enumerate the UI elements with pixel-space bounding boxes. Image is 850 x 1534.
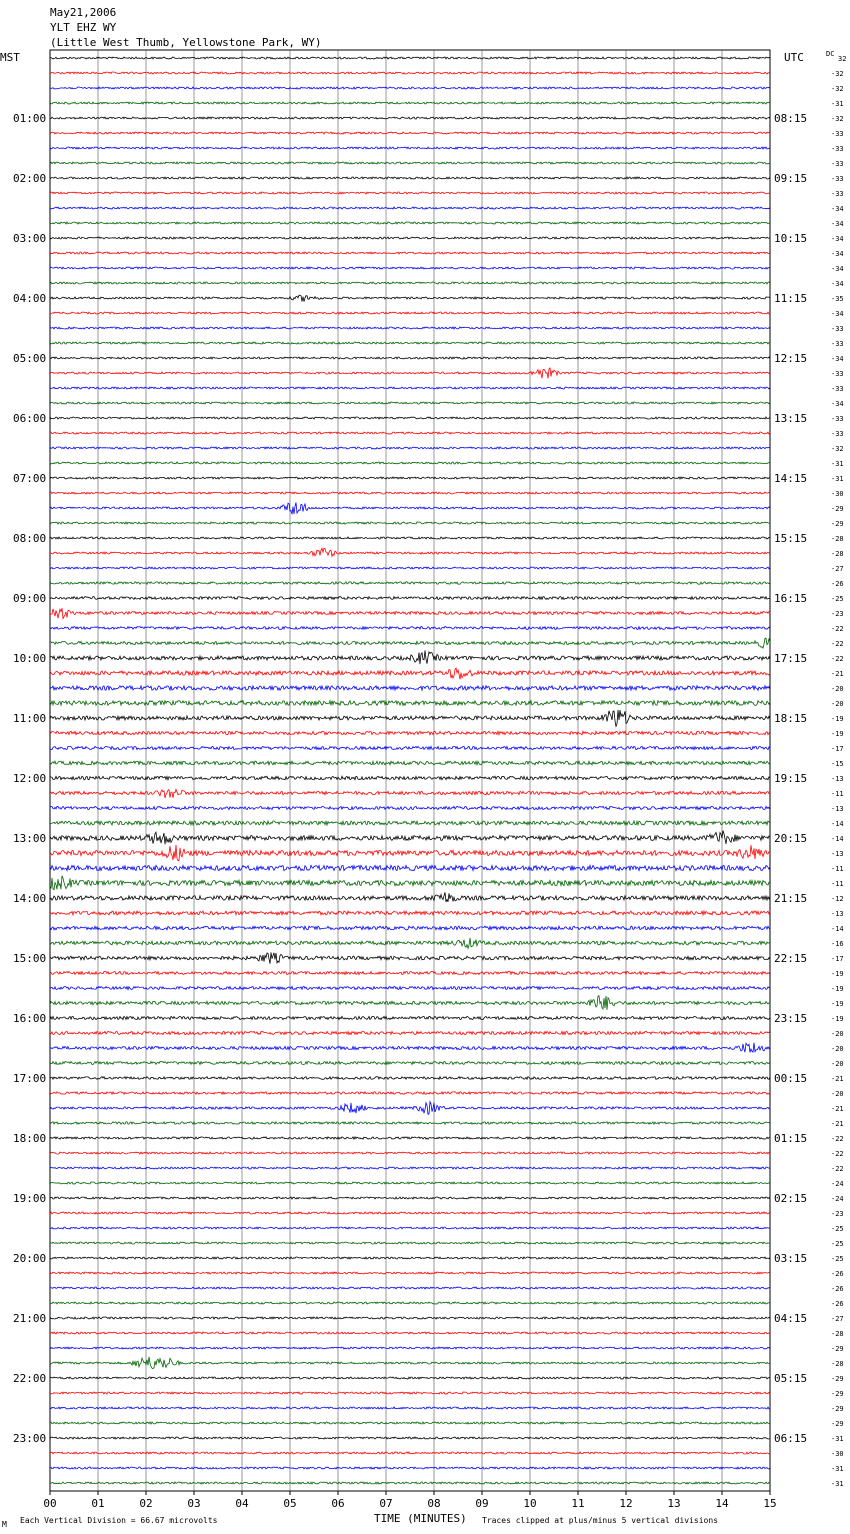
- dc-offset-value: -11: [831, 790, 844, 798]
- dc-offset-value: -11: [831, 865, 844, 873]
- dc-offset-value: -19: [831, 730, 844, 738]
- left-hour-label: 04:00: [13, 292, 47, 305]
- dc-offset-value: -19: [831, 970, 844, 978]
- left-hour-label: 20:00: [13, 1252, 47, 1265]
- dc-offset-value: -25: [831, 1255, 844, 1263]
- dc-offset-value: -24: [831, 1195, 844, 1203]
- x-tick-label: 02: [139, 1497, 153, 1510]
- dc-offset-value: -34: [831, 400, 844, 408]
- right-hour-label: 03:15: [774, 1252, 808, 1265]
- dc-offset-value: -14: [831, 835, 844, 843]
- dc-offset-value: -34: [831, 235, 844, 243]
- dc-offset-value: -34: [831, 280, 844, 288]
- dc-offset-value: -28: [831, 535, 844, 543]
- dc-offset-value: -22: [831, 1150, 844, 1158]
- dc-offset-value: -33: [831, 175, 844, 183]
- right-timezone-label: UTC: [784, 51, 804, 64]
- right-hour-label: 18:15: [774, 712, 808, 725]
- dc-offset-value: -29: [831, 1345, 844, 1353]
- x-tick-label: 06: [331, 1497, 345, 1510]
- left-hour-label: 11:00: [13, 712, 47, 725]
- dc-offset-value: -30: [831, 1450, 844, 1458]
- left-hour-label: 18:00: [13, 1132, 47, 1145]
- right-hour-label: 14:15: [774, 472, 808, 485]
- right-hour-label: 23:15: [774, 1012, 808, 1025]
- dc-offset-value: -21: [831, 1120, 844, 1128]
- left-hour-label: 08:00: [13, 532, 47, 545]
- dc-offset-value: -25: [831, 595, 844, 603]
- left-hour-label: 14:00: [13, 892, 47, 905]
- dc-offset-value: -34: [831, 205, 844, 213]
- left-hour-label: 10:00: [13, 652, 47, 665]
- x-tick-label: 14: [715, 1497, 729, 1510]
- left-timezone-label: MST: [0, 51, 20, 64]
- left-hour-label: 15:00: [13, 952, 47, 965]
- dc-offset-value: -12: [831, 895, 844, 903]
- dc-offset-value: -22: [831, 640, 844, 648]
- dc-offset-value: -33: [831, 385, 844, 393]
- dc-offset-value: -28: [831, 550, 844, 558]
- right-hour-label: 10:15: [774, 232, 808, 245]
- footer-corner-mark: M: [2, 1520, 7, 1529]
- right-hour-label: 04:15: [774, 1312, 808, 1325]
- dc-offset-value: -33: [831, 340, 844, 348]
- dc-offset-value: -33: [831, 370, 844, 378]
- dc-offset-value: -26: [831, 1285, 844, 1293]
- x-tick-label: 08: [427, 1497, 441, 1510]
- right-hour-label: 00:15: [774, 1072, 808, 1085]
- dc-offset-value: -20: [831, 1060, 844, 1068]
- x-tick-label: 13: [667, 1497, 681, 1510]
- x-tick-label: 09: [475, 1497, 489, 1510]
- dc-offset-value: -21: [831, 1075, 844, 1083]
- dc-offset-value: -34: [831, 265, 844, 273]
- left-hour-label: 23:00: [13, 1432, 47, 1445]
- x-tick-label: 07: [379, 1497, 393, 1510]
- dc-offset-value: -34: [831, 310, 844, 318]
- dc-offset-value: -13: [831, 805, 844, 813]
- dc-offset-value: -24: [831, 1180, 844, 1188]
- dc-offset-value: -27: [831, 565, 844, 573]
- dc-offset-value: -14: [831, 925, 844, 933]
- dc-offset-value: -20: [831, 685, 844, 693]
- footer-scale: Each Vertical Division = 66.67 microvolts: [20, 1516, 218, 1525]
- dc-offset-value: -20: [831, 1030, 844, 1038]
- dc-offset-value: -19: [831, 715, 844, 723]
- dc-offset-value: -29: [831, 1405, 844, 1413]
- footer-clip-note: Traces clipped at plus/minus 5 vertical divisions: [482, 1516, 719, 1525]
- dc-offset-value: -26: [831, 580, 844, 588]
- left-hour-label: 19:00: [13, 1192, 47, 1205]
- right-hour-label: 20:15: [774, 832, 808, 845]
- dc-offset-value: -23: [831, 1210, 844, 1218]
- dc-offset-value: -23: [831, 610, 844, 618]
- dc-offset-value: -33: [831, 130, 844, 138]
- right-hour-label: 15:15: [774, 532, 808, 545]
- right-hour-label: 01:15: [774, 1132, 808, 1145]
- right-hour-label: 22:15: [774, 952, 808, 965]
- right-hour-label: 02:15: [774, 1192, 808, 1205]
- x-tick-label: 03: [187, 1497, 201, 1510]
- dc-offset-value: -31: [831, 100, 844, 108]
- dc-offset-value: -19: [831, 1000, 844, 1008]
- dc-offset-value: -31: [831, 460, 844, 468]
- dc-offset-value: -19: [831, 1015, 844, 1023]
- dc-offset-value: -33: [831, 430, 844, 438]
- dc-offset-value: -19: [831, 985, 844, 993]
- dc-offset-value: -29: [831, 1420, 844, 1428]
- left-hour-label: 21:00: [13, 1312, 47, 1325]
- right-hour-label: 21:15: [774, 892, 808, 905]
- dc-offset-value: -20: [831, 1045, 844, 1053]
- dc-offset-value: -11: [831, 880, 844, 888]
- right-hour-label: 09:15: [774, 172, 808, 185]
- dc-offset-value: -34: [831, 220, 844, 228]
- dc-offset-value: -15: [831, 760, 844, 768]
- dc-offset-value: -32: [831, 85, 844, 93]
- right-hour-label: 05:15: [774, 1372, 808, 1385]
- dc-offset-value: -22: [831, 655, 844, 663]
- x-tick-label: 04: [235, 1497, 249, 1510]
- dc-offset-value: -14: [831, 820, 844, 828]
- right-hour-label: 08:15: [774, 112, 808, 125]
- x-tick-label: 05: [283, 1497, 297, 1510]
- dc-offset-value: -13: [831, 850, 844, 858]
- x-tick-label: 01: [91, 1497, 105, 1510]
- left-hour-label: 22:00: [13, 1372, 47, 1385]
- x-axis-title: TIME (MINUTES): [374, 1512, 467, 1525]
- dc-offset-value: -13: [831, 775, 844, 783]
- dc-offset-value: -13: [831, 910, 844, 918]
- right-hour-label: 13:15: [774, 412, 808, 425]
- dc-offset-value: -21: [831, 1105, 844, 1113]
- left-hour-label: 07:00: [13, 472, 47, 485]
- dc-offset-value: -33: [831, 190, 844, 198]
- right-hour-label: 06:15: [774, 1432, 808, 1445]
- left-hour-label: 03:00: [13, 232, 47, 245]
- header-station: YLT EHZ WY: [50, 21, 117, 34]
- dc-offset-value: -25: [831, 1225, 844, 1233]
- dc-offset-value: -25: [831, 1240, 844, 1248]
- dc-offset-value: -33: [831, 325, 844, 333]
- dc-offset-value: -33: [831, 415, 844, 423]
- dc-offset-value: -17: [831, 745, 844, 753]
- dc-offset-value: -31: [831, 475, 844, 483]
- dc-offset-value: -26: [831, 1270, 844, 1278]
- dc-offset-value: -21: [831, 670, 844, 678]
- x-tick-label: 10: [523, 1497, 537, 1510]
- left-hour-label: 05:00: [13, 352, 47, 365]
- header-location: (Little West Thumb, Yellowstone Park, WY): [50, 36, 322, 49]
- dc-offset-value: -32: [831, 445, 844, 453]
- right-hour-label: 11:15: [774, 292, 808, 305]
- x-tick-label: 15: [763, 1497, 777, 1510]
- left-hour-label: 16:00: [13, 1012, 47, 1025]
- dc-offset-value: -31: [831, 1480, 844, 1488]
- x-tick-label: 00: [43, 1497, 57, 1510]
- left-hour-label: 06:00: [13, 412, 47, 425]
- dc-offset-value: -32: [831, 70, 844, 78]
- dc-offset-value: -32: [831, 115, 844, 123]
- dc-offset-value: -34: [831, 355, 844, 363]
- dc-offset-value: -29: [831, 1390, 844, 1398]
- dc-offset-value: -16: [831, 940, 844, 948]
- dc-offset-value: -35: [831, 295, 844, 303]
- dc-offset-value: -28: [831, 1330, 844, 1338]
- dc-offset-header: DC: [826, 50, 835, 58]
- dc-offset-value: -20: [831, 1090, 844, 1098]
- x-tick-label: 11: [571, 1497, 585, 1510]
- dc-offset-value: -22: [831, 625, 844, 633]
- dc-offset-value: -33: [831, 160, 844, 168]
- left-hour-label: 17:00: [13, 1072, 47, 1085]
- dc-offset-value: -22: [831, 1165, 844, 1173]
- dc-offset-value: -33: [831, 145, 844, 153]
- left-hour-label: 01:00: [13, 112, 47, 125]
- right-hour-label: 16:15: [774, 592, 808, 605]
- right-hour-label: 19:15: [774, 772, 808, 785]
- left-hour-label: 02:00: [13, 172, 47, 185]
- dc-offset-value: -31: [831, 1435, 844, 1443]
- dc-offset-value: 32: [838, 55, 847, 63]
- left-hour-label: 13:00: [13, 832, 47, 845]
- left-hour-label: 09:00: [13, 592, 47, 605]
- right-hour-label: 12:15: [774, 352, 808, 365]
- dc-offset-value: -27: [831, 1315, 844, 1323]
- dc-offset-value: -31: [831, 1465, 844, 1473]
- right-hour-label: 17:15: [774, 652, 808, 665]
- dc-offset-value: -28: [831, 1360, 844, 1368]
- dc-offset-value: -17: [831, 955, 844, 963]
- dc-offset-value: -22: [831, 1135, 844, 1143]
- dc-offset-value: -29: [831, 505, 844, 513]
- header-date: May21,2006: [50, 6, 117, 19]
- dc-offset-value: -29: [831, 1375, 844, 1383]
- dc-offset-value: -29: [831, 520, 844, 528]
- dc-offset-value: -34: [831, 250, 844, 258]
- left-hour-label: 12:00: [13, 772, 47, 785]
- dc-offset-value: -26: [831, 1300, 844, 1308]
- dc-offset-value: -20: [831, 700, 844, 708]
- x-tick-label: 12: [619, 1497, 633, 1510]
- dc-offset-value: -30: [831, 490, 844, 498]
